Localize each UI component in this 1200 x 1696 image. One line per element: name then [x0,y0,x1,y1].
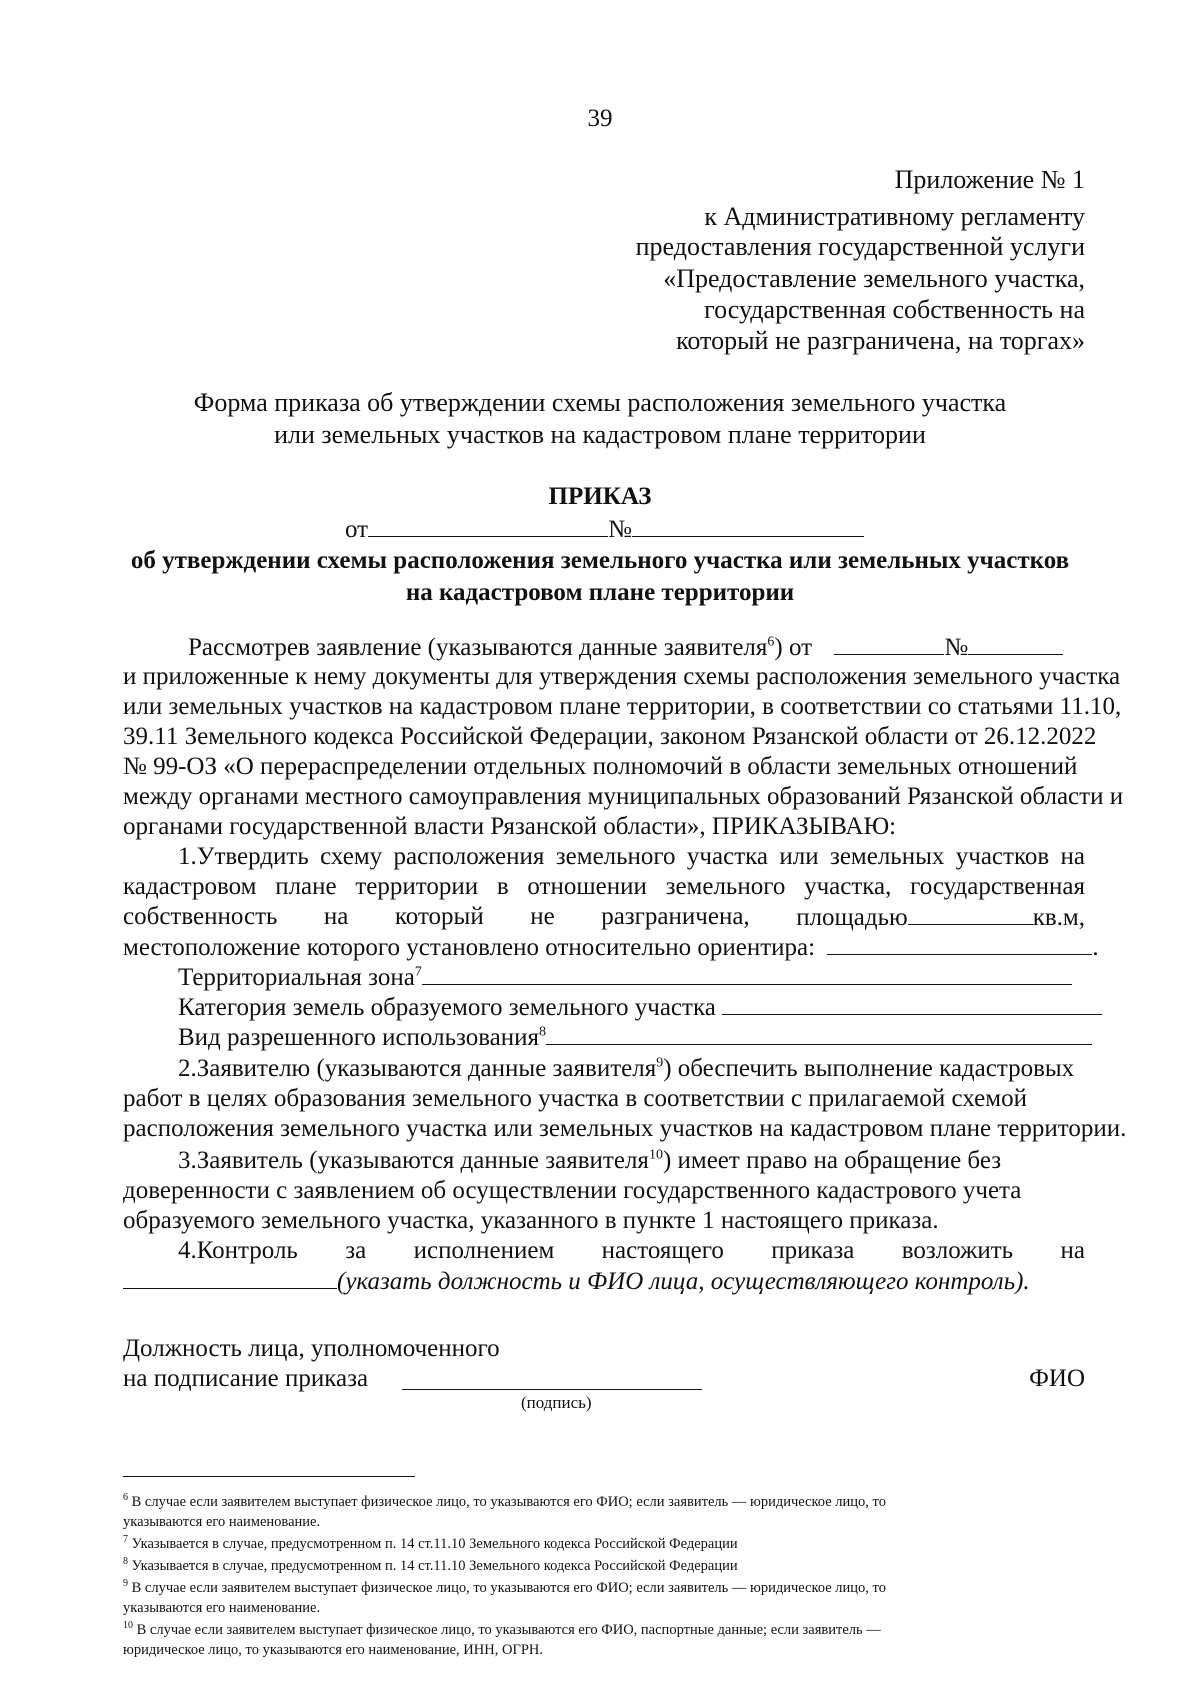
footnote: юридическое лицо, то указываются его наименование, ИНН, ОГРН. [123,1642,543,1658]
appendix-line: который не разграничена, на торгах» [676,326,1085,355]
appendix-line: государственная собственность на [704,295,1085,324]
page-number: 39 [587,105,613,132]
item1-line: кадастровом плане территории в отношении земельного участка, государственная [123,873,1085,900]
footnote: $^8$ Указывается в случае, предусмотренном п. 14 ст.11.10 Земельного кодекса Российской Федерации [123,1556,738,1574]
footnote: указываются его наименование. [123,1600,321,1616]
item1-line: собственность на который не разграничена, площадью кв.м, [123,903,1085,931]
appendix-line: «Предоставление земельного участка, [663,264,1085,293]
date-label: от [345,516,369,543]
date-blank [368,514,608,537]
fio-label: ФИО [1029,1365,1085,1392]
footnote: $^7$ Указывается в случае, предусмотренном п. 14 ст.11.10 Земельного кодекса Российской Федерации [123,1534,738,1552]
area-blank [908,902,1033,925]
item1-location-line: местоположение которого установлено относительно ориентира: . [123,934,1099,961]
item3-line: доверенности с заявлением об осуществлении государственного кадастрового учета [123,1177,1022,1204]
p1-line: или земельных участков на кадастровом плане территории, в соответствии со статьями 11.10, [123,693,1122,720]
appendix-line: к Административному регламенту [704,202,1085,231]
p1-line: и приложенные к нему документы для утверждения схемы расположения земельного участка [123,663,1121,690]
signatory-position-line: Должность лица, уполномоченного [123,1335,500,1362]
controller-blank [123,1266,337,1289]
form-title-line: или земельных участков на кадастровом плане территории [274,420,926,449]
form-title-line: Форма приказа об утверждении схемы расположения земельного участка [193,388,1007,417]
p1-last-line: органами государственной власти Рязанской области», ПРИКАЗЫВАЮ: [123,813,897,840]
order-heading: ПРИКАЗ [548,483,652,510]
item3-line: образуемого земельного участка, указанного в пункте 1 настоящего приказа. [123,1207,939,1234]
number-label: № [608,516,632,543]
category-line: Категория земель образуемого земельного участка [178,992,1102,1023]
p1-line: между органами местного самоуправления муниципальных образований Рязанской области и [123,783,1124,810]
footnote: $^9$ В случае если заявителем выступает физическое лицо, то указываются его ФИО; если заявитель — юридическое лицо, то [123,1578,886,1596]
footnote: $^{10}$ В случае если заявителем выступает физическое лицо, то указываются его ФИО, паспортные данные; если заявитель — [123,1620,881,1638]
category-blank [722,992,1102,1015]
application-date-blank [834,632,944,655]
area-field: площадью кв.м, [796,904,1085,931]
order-date-line [345,514,864,545]
appendix-line: Приложение № 1 [894,165,1085,194]
footnote: $^6$ В случае если заявителем выступает физическое лицо, то указываются его ФИО; если заявитель — юридическое лицо, то [123,1492,886,1510]
p1-line: № 99-ОЗ «О перераспределении отдельных полномочий в области земельных отношений [123,753,1078,780]
zone-blank [422,962,1072,985]
signatory-position-line: на подписание приказа [123,1365,369,1392]
item2-line: 2.Заявителю (указываются данные заявителя$^9$) обеспечить выполнение кадастровых [178,1055,1075,1082]
footnote: указываются его наименование. [123,1514,321,1530]
item4-control-line: (указать должность и ФИО лица, осуществляющего контроль). [123,1266,1030,1297]
appendix-line: предоставления государственной услуги [635,232,1085,261]
zone-line: Территориальная зона$^7$ [178,962,1072,993]
item4-line: 4.Контроль за исполнением настоящего приказа возложить на [178,1237,1085,1264]
footnote-separator [123,1476,415,1477]
p1-line: 39.11 Земельного кодекса Российской Федерации, законом Рязанской области от 26.12.2022 [123,723,1097,750]
use-blank [546,1022,1092,1045]
signature-caption: (подпись) [521,1393,592,1412]
item3-line: 3.Заявитель (указываются данные заявителя$^{10}$) имеет право на обращение без [178,1147,1002,1174]
number-blank [632,514,864,537]
item2-line: расположения земельного участка или земельных участков на кадастровом плане территории. [123,1115,1127,1142]
order-subject-line: об утверждении схемы расположения земельного участка или земельных участков [130,547,1070,574]
item2-line: работ в целях образования земельного участка в соответствии с прилагаемой схемой [123,1085,1027,1112]
signature-blank [402,1389,702,1390]
use-line: Вид разрешенного использования$^8$ [178,1022,1092,1053]
p1-first-line: Рассмотрев заявление (указываются данные заявителя$^6$) от № [188,632,1063,663]
item1-line: 1.Утвердить схему расположения земельного участка или земельных участков на [178,843,1085,870]
application-number-blank [968,632,1063,655]
location-blank [827,932,1092,955]
order-subject-line: на кадастровом плане территории [405,579,795,606]
